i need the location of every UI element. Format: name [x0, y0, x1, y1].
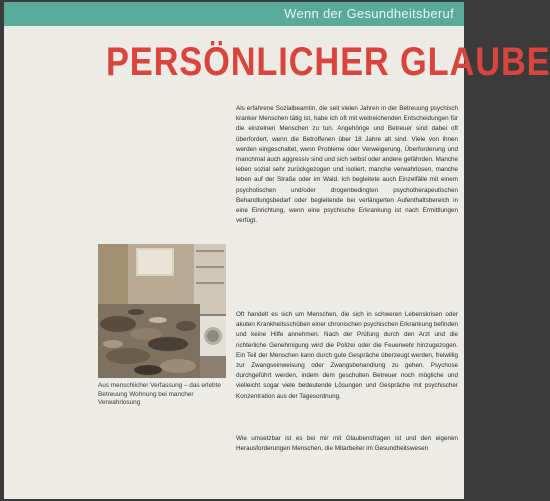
article-body-paragraph-3	[236, 434, 458, 454]
paragraph-text: Wie umsetzbar ist es bei mir mit Glaubensfragen ist und den eigenen Herausforderungen Menschen, die Mitarbeiter im Gesundheitswesen	[236, 435, 458, 453]
article-body-paragraph-1	[236, 104, 458, 226]
paragraph-text: Als erfahrene Sozialbeamtin, die seit vielen Jahren in der Betreuung psychisch kranker Menschen tätig ist, habe ich oft mit weitreichenden Entscheidungen für die einzelnen Menschen zu tun. Angehörige und Betreuer sind dabei oft überfordert, wenn die Betroffenen über 18 Jahre alt sind. Viele von ihnen werden eingeschaltet, wenn Probleme oder Verweigerung, Überforderung und manchmal auch aggressiv sind und sich selbst oder andere gefährden. Manche leben sozial sehr zurückgezogen und isoliert, manche verwahrlosen, manche leben auf der Straße oder im Wald. Ich begleitete auch Einzelfälle mit einem psychotischen und/oder drogenbedingten psychotherapeutischen Behandlungsbedarf oder begleitende bei verlängerten Aufenthaltsbereich in eine Einrichtung, wenn eine psychische Erkrankung ist nach Ermittlungen verfügt.	[236, 105, 458, 225]
article-title: PERSÖNLICHER GLAUBE	[106, 40, 550, 84]
section-header-bar	[4, 2, 464, 26]
paragraph-text: Oft handelt es sich um Menschen, die sich in schweren Lebenskrisen oder akuten Krankheitsschüben einer chronischen psychischen Erkrankung befinden und keine Hilfe annehmen. Nach der Prüfung durch den Arzt und die richterliche Genehmigung wird die Polizei oder die Feuerwehr hinzugezogen. Ein Teil der Menschen kann durch gute Gespräche überzeugt werden, freiwillig zur Zwangseinweisung oder Zwangsbehandlung zu gehen. Psychose durchgeführt werden, indem dem geschulten Betreuer noch mögliche und vielleicht sogar viele bedeutende Lösungen und Gespräche mit psychischer Konzentration aus der Tagesordnung.	[236, 311, 458, 400]
article-photo	[98, 244, 226, 378]
section-header-title: Wenn der Gesundheitsberuf	[284, 6, 454, 21]
messy-room-image	[98, 244, 226, 378]
magazine-page	[4, 2, 550, 499]
article-body-paragraph-2	[236, 310, 458, 402]
photo-caption: Aus menschlicher Verfassung – das erlebte Betreuung Wohnung bei mancher Verwahrlosung	[98, 382, 221, 406]
